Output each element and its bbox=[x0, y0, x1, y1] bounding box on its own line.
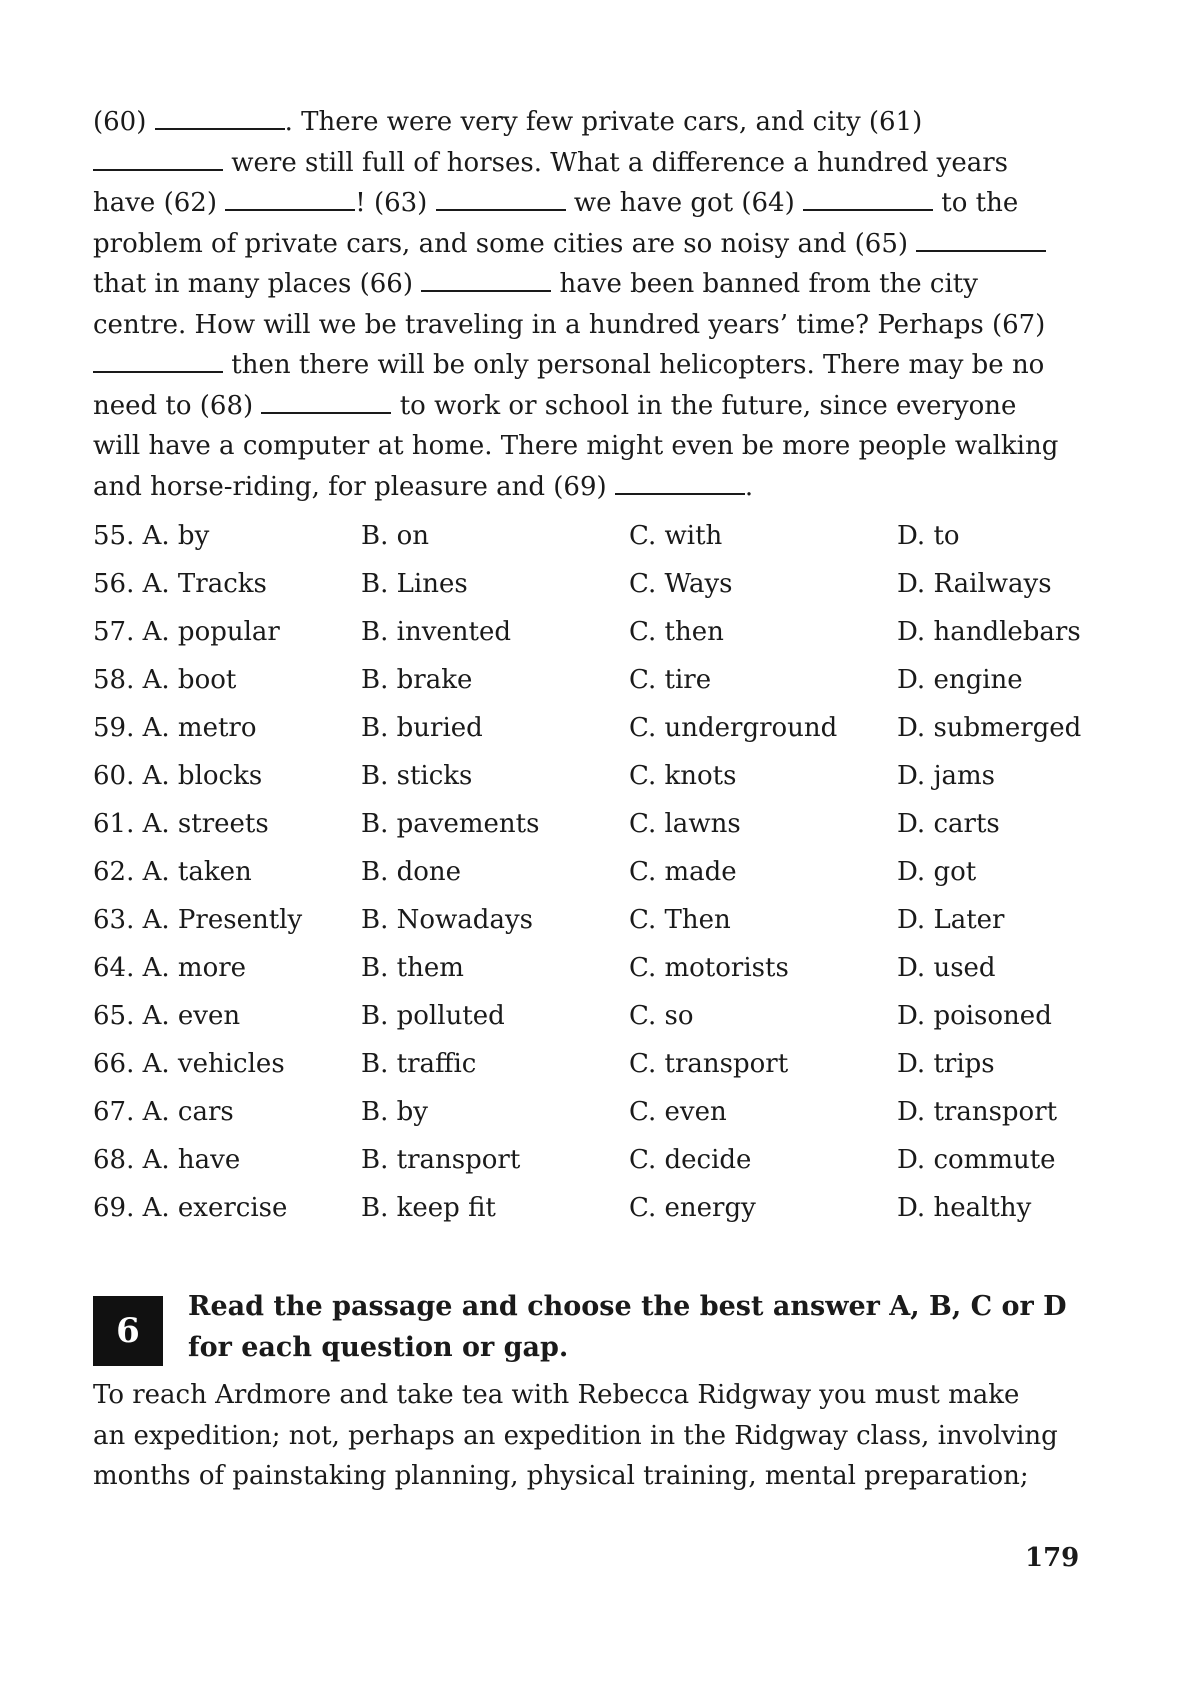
option-d: D. commute bbox=[897, 1145, 1056, 1175]
option-b: B. Nowadays bbox=[361, 905, 533, 935]
option-c: C. even bbox=[629, 1097, 727, 1127]
section-header bbox=[93, 1286, 1083, 1368]
option-b: B. sticks bbox=[361, 761, 473, 791]
option-a: 65. A. even bbox=[93, 1001, 241, 1031]
passage-line: need to (68) to work or school in the future, since everyone bbox=[93, 390, 1017, 421]
option-d: D. handlebars bbox=[897, 617, 1081, 647]
option-a: 59. A. metro bbox=[93, 713, 257, 743]
question-row bbox=[93, 800, 1093, 848]
question-row bbox=[93, 752, 1093, 800]
question-row bbox=[93, 1184, 1093, 1232]
passage-line: To reach Ardmore and take tea with Rebecca Ridgway you must make bbox=[93, 1380, 1020, 1410]
gap-blank-68 bbox=[261, 392, 391, 414]
option-a: 55. A. by bbox=[93, 521, 210, 551]
option-b: B. Lines bbox=[361, 569, 468, 599]
option-c: C. knots bbox=[629, 761, 737, 791]
option-c: C. with bbox=[629, 521, 723, 551]
option-b: B. brake bbox=[361, 665, 473, 695]
passage-line: an expedition; not, perhaps an expedition in the Ridgway class, involving bbox=[93, 1420, 1058, 1451]
option-b: B. traffic bbox=[361, 1049, 477, 1079]
gap-blank-69 bbox=[615, 473, 745, 495]
question-row bbox=[93, 704, 1093, 752]
option-a: 64. A. more bbox=[93, 953, 247, 983]
option-d: D. engine bbox=[897, 665, 1023, 695]
passage-line: centre. How will we be traveling in a hundred years’ time? Perhaps (67) bbox=[93, 309, 1046, 340]
option-b: B. by bbox=[361, 1097, 428, 1127]
option-d: D. submerged bbox=[897, 713, 1082, 743]
gap-blank-64 bbox=[803, 189, 933, 211]
question-row bbox=[93, 560, 1093, 608]
page-number: 179 bbox=[1025, 1543, 1080, 1573]
option-a: 60. A. blocks bbox=[93, 761, 263, 791]
option-d: D. trips bbox=[897, 1049, 995, 1079]
option-c: C. then bbox=[629, 617, 724, 647]
option-a: 62. A. taken bbox=[93, 857, 252, 887]
option-d: D. used bbox=[897, 953, 996, 983]
option-a: 63. A. Presently bbox=[93, 905, 303, 935]
option-c: C. made bbox=[629, 857, 737, 887]
option-d: D. carts bbox=[897, 809, 1000, 839]
option-a: 66. A. vehicles bbox=[93, 1049, 285, 1079]
option-c: C. transport bbox=[629, 1049, 789, 1079]
passage-line: then there will be only personal helicopters. There may be no bbox=[93, 345, 1079, 386]
option-c: C. tire bbox=[629, 665, 712, 695]
gap-blank-66 bbox=[421, 270, 551, 292]
option-a: 69. A. exercise bbox=[93, 1193, 288, 1223]
option-b: B. invented bbox=[361, 617, 511, 647]
passage-line: and horse-riding, for pleasure and (69) . bbox=[93, 471, 754, 502]
option-b: B. polluted bbox=[361, 1001, 505, 1031]
question-row bbox=[93, 1088, 1093, 1136]
option-b: B. keep fit bbox=[361, 1193, 496, 1223]
option-c: C. so bbox=[629, 1001, 694, 1031]
option-a: 67. A. cars bbox=[93, 1097, 234, 1127]
option-b: B. pavements bbox=[361, 809, 540, 839]
option-d: D. Railways bbox=[897, 569, 1052, 599]
option-b: B. done bbox=[361, 857, 462, 887]
option-a: 68. A. have bbox=[93, 1145, 241, 1175]
option-d: D. got bbox=[897, 857, 977, 887]
option-a: 58. A. boot bbox=[93, 665, 237, 695]
passage-line: will have a computer at home. There might even be more people walking bbox=[93, 431, 1059, 461]
option-d: D. jams bbox=[897, 761, 996, 791]
question-row bbox=[93, 512, 1093, 560]
question-row bbox=[93, 896, 1093, 944]
option-b: B. transport bbox=[361, 1145, 521, 1175]
option-d: D. poisoned bbox=[897, 1001, 1052, 1031]
section-instruction: Read the passage and choose the best answer A, B, C or D for each question or gap. bbox=[188, 1291, 1067, 1363]
question-row bbox=[93, 1040, 1093, 1088]
option-c: C. motorists bbox=[629, 953, 789, 983]
gap-blank-62 bbox=[225, 189, 355, 211]
gap-blank-65 bbox=[916, 230, 1046, 252]
passage-line: problem of private cars, and some cities are so noisy and (65) bbox=[93, 224, 1079, 265]
cloze-passage bbox=[93, 102, 1079, 507]
question-row bbox=[93, 992, 1093, 1040]
option-a: 57. A. popular bbox=[93, 617, 280, 647]
passage-line: that in many places (66) have been banned from the city bbox=[93, 269, 978, 299]
question-row bbox=[93, 608, 1093, 656]
question-row bbox=[93, 1136, 1093, 1184]
option-d: D. transport bbox=[897, 1097, 1058, 1127]
passage-line: were still full of horses. What a difference a hundred years bbox=[93, 143, 1079, 184]
option-c: C. decide bbox=[629, 1145, 752, 1175]
gap-blank-60 bbox=[155, 108, 285, 130]
reading-passage bbox=[93, 1375, 1079, 1497]
option-c: C. Then bbox=[629, 905, 731, 935]
gap-blank-63 bbox=[436, 189, 566, 211]
option-d: D. to bbox=[897, 521, 960, 551]
question-row bbox=[93, 944, 1093, 992]
question-row bbox=[93, 656, 1093, 704]
option-b: B. them bbox=[361, 953, 464, 983]
option-b: B. buried bbox=[361, 713, 483, 743]
option-d: D. Later bbox=[897, 905, 1005, 935]
gap-blank-61 bbox=[93, 149, 223, 171]
option-b: B. on bbox=[361, 521, 430, 551]
option-c: C. lawns bbox=[629, 809, 741, 839]
passage-line: have (62) ! (63) we have got (64) to the bbox=[93, 188, 1019, 218]
option-c: C. underground bbox=[629, 713, 838, 743]
option-d: D. healthy bbox=[897, 1193, 1032, 1223]
option-c: C. energy bbox=[629, 1193, 756, 1223]
passage-line: months of painstaking planning, physical training, mental preparation; bbox=[93, 1461, 1029, 1491]
gap-blank-67 bbox=[93, 351, 223, 373]
option-a: 56. A. Tracks bbox=[93, 569, 267, 599]
option-c: C. Ways bbox=[629, 569, 733, 599]
passage-line: (60) . There were very few private cars, and city (61) bbox=[93, 107, 923, 137]
option-a: 61. A. streets bbox=[93, 809, 269, 839]
answer-options-list bbox=[93, 512, 1093, 1232]
section-number-badge: 6 bbox=[93, 1296, 163, 1366]
question-row bbox=[93, 848, 1093, 896]
